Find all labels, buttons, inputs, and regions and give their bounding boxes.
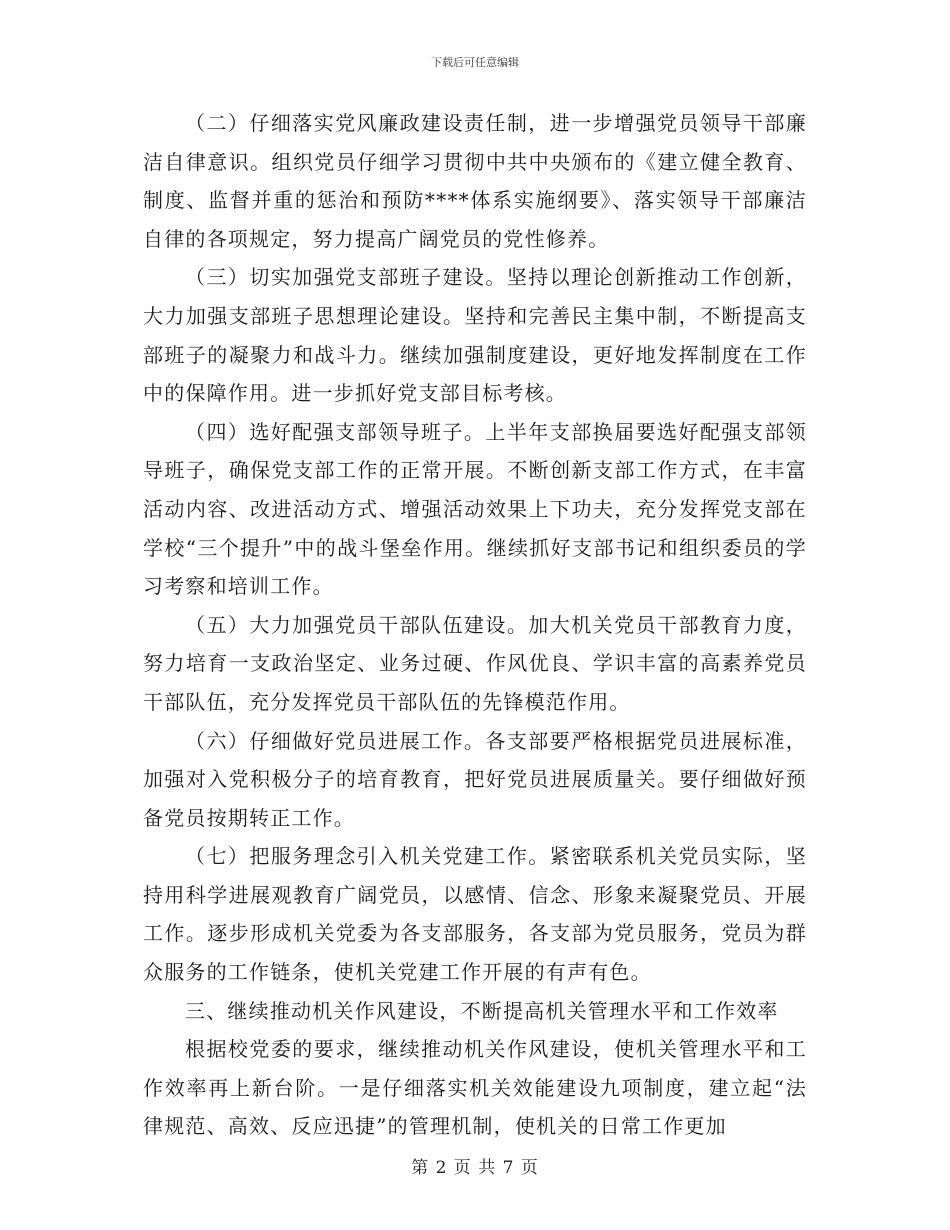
section-heading-3: 三、继续推动机关作风建设，不断提高机关管理水平和工作效率 (185, 998, 779, 1023)
paragraph-2: （二）仔细落实党风廉政建设责任制，进一步增强党员领导干部廉洁自律意识。组织党员仔细学习贯彻中共中央颁布的《建立健全教育、制度、监督并重的惩治和预防****体系实施纲要》、落实领导干部廉洁自律的各项规定，努力提高广阔党员的党性修养。 (143, 111, 807, 251)
paragraph-6: （六）仔细做好党员进展工作。各支部要严格根据党员进展标准，加强对入党积极分子的培育教育，把好党员进展质量关。要仔细做好预备党员按期转正工作。 (143, 728, 807, 830)
paragraph-4: （四）选好配强支部领导班子。上半年支部换届要选好配强支部领导班子，确保党支部工作的正常开展。不断创新支部工作方式，在丰富活动内容、改进活动方式、增强活动效果上下功夫，充分发挥党支部在学校“三个提升”中的战斗堡垒作用。继续抓好支部书记和组织委员的学习考察和培训工作。 (143, 419, 807, 599)
page-number: 第 2 页 共 7 页 (411, 1158, 539, 1178)
paragraph-7: （七）把服务理念引入机关党建工作。紧密联系机关党员实际，坚持用科学进展观教育广阔党员，以感情、信念、形象来凝聚党员、开展工作。逐步形成机关党委为各支部服务，各支部为党员服务，党员为群众服务的工作链条，使机关党建工作开展的有声有色。 (143, 844, 807, 985)
paragraph-3: （三）切实加强党支部班子建设。坚持以理论创新推动工作创新，大力加强支部班子思想理论建设。坚持和完善民主集中制，不断提高支部班子的凝聚力和战斗力。继续加强制度建设，更好地发挥制度在工作中的保障作用。进一步抓好党支部目标考核。 (143, 265, 807, 406)
document-body (143, 104, 807, 1146)
paragraph-5: （五）大力加强党员干部队伍建设。加大机关党员干部教育力度，努力培育一支政治坚定、业务过硬、作风优良、学识丰富的高素养党员干部队伍，充分发挥党员干部队伍的先锋模范作用。 (143, 612, 807, 714)
page-header-note: 下载后可任意编辑 (431, 56, 519, 69)
paragraph-section-3-body: 根据校党委的要求，继续推动机关作风建设，使机关管理水平和工作效率再上新台阶。一是仔细落实机关效能建设九项制度，建立起“法律规范、高效、反应迅捷”的管理机制，使机关的日常工作更加 (143, 1037, 807, 1139)
